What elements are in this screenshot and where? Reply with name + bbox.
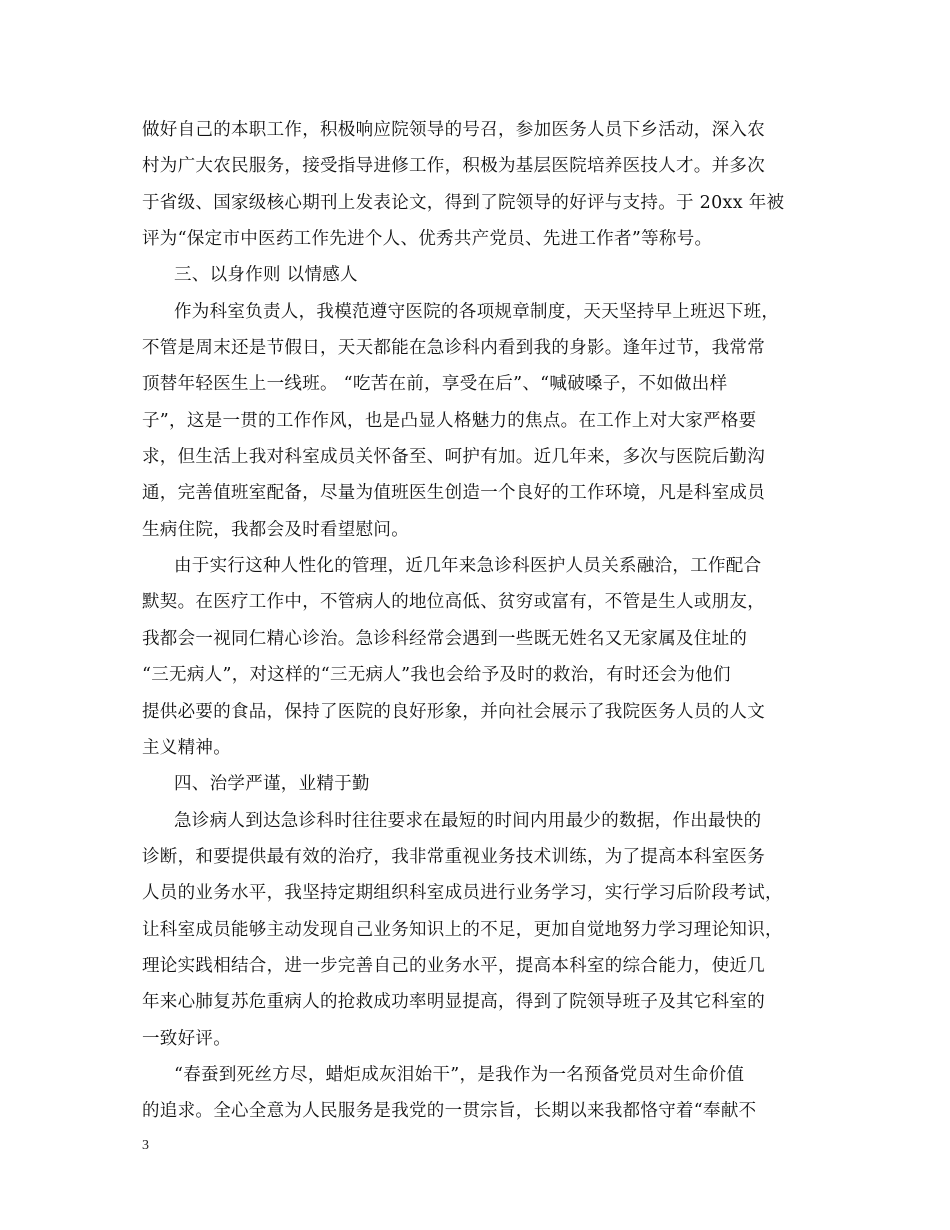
text-line: 急诊病人到达急诊科时往往要求在最短的时间内用最少的数据，作出最快的 [174,810,762,831]
text-line: 顶替年轻医生上一线班。 “吃苦在前，享受在后”、“喊破嗓子，不如做出样 [142,374,728,395]
page-number: 3 [142,1138,149,1153]
text-line: 作为科室负责人，我模范遵守医院的各项规章制度，天天坚持早上班迟下班， [174,301,780,322]
text-line: 人员的业务水平，我坚持定期组织科室成员进行业务学习，实行学习后阶段考试， [142,883,783,904]
text-line: 理论实践相结合，进一步完善自己的业务水平，提高本科室的综合能力，使近几 [142,955,765,976]
text-line: 做好自己的本职工作，积极响应院领导的号召，参加医务人员下乡活动，深入农 [142,120,765,140]
section-heading: 四、治学严谨，业精于勤 [174,774,370,795]
text-line: 村为广大农民服务，接受指导进修工作，积极为基层医院培养医技人才。并多次 [142,156,765,177]
text-line: 提供必要的食品，保持了医院的良好形象，并向社会展示了我院医务人员的人文 [142,701,765,722]
document-body [142,112,810,1130]
text-line: 年来心肺复苏危重病人的抢救成功率明显提高，得到了院领导班子及其它科室的 [142,992,765,1013]
text-line: 我都会一视同仁精心诊治。急诊科经常会遇到一些既无姓名又无家属及住址的 [142,628,748,649]
text-line: 诊断，和要提供最有效的治疗，我非常重视业务技术训练，为了提高本科室医务 [142,846,765,867]
text-line: 由于实行这种人性化的管理，近几年来急诊科医护人员关系融洽，工作配合 [174,556,762,577]
text-line: 默契。在医疗工作中，不管病人的地位高低、贫穷或富有，不管是生人或朋友， [142,592,765,613]
text-line: 主义精神。 [142,737,231,758]
text-line: “春蚕到死丝方尽，蜡炬成灰泪始干”，是我作为一名预备党员对生命价值 [174,1064,745,1085]
text-line: 求，但生活上我对科室成员关怀备至、呵护有加。近几年来，多次与医院后勤沟 [142,447,765,468]
text-line: 评为“保定市中医药工作先进个人、优秀共产党员、先进工作者”等称号。 [142,229,713,250]
section-heading: 三、以身作则 以情感人 [174,265,358,286]
text-line: 生病住院，我都会及时看望慰问。 [142,519,409,540]
text-line: “三无病人”，对这样的“三无病人”我也会给予及时的救治，有时还会为他们 [142,665,731,686]
text-line: 的追求。全心全意为人民服务是我党的一贯宗旨，长期以来我都恪守着“奉献不 [142,1101,757,1122]
text-line: 不管是周末还是节假日，天天都能在急诊科内看到我的身影。逢年过节，我常常 [142,338,765,359]
text-line: 让科室成员能够主动发现自己业务知识上的不足，更加自觉地努力学习理论知识， [142,919,783,940]
text-line: 子”，这是一贯的工作作风，也是凸显人格魅力的焦点。在工作上对大家严格要 [142,410,757,431]
text-line: 一致好评。 [142,1028,231,1049]
text-line: 于省级、国家级核心期刊上发表论文，得到了院领导的好评与支持。于 20xx 年被 [142,192,785,213]
text-line: 通，完善值班室配备，尽量为值班医生创造一个良好的工作环境，凡是科室成员 [142,483,765,504]
